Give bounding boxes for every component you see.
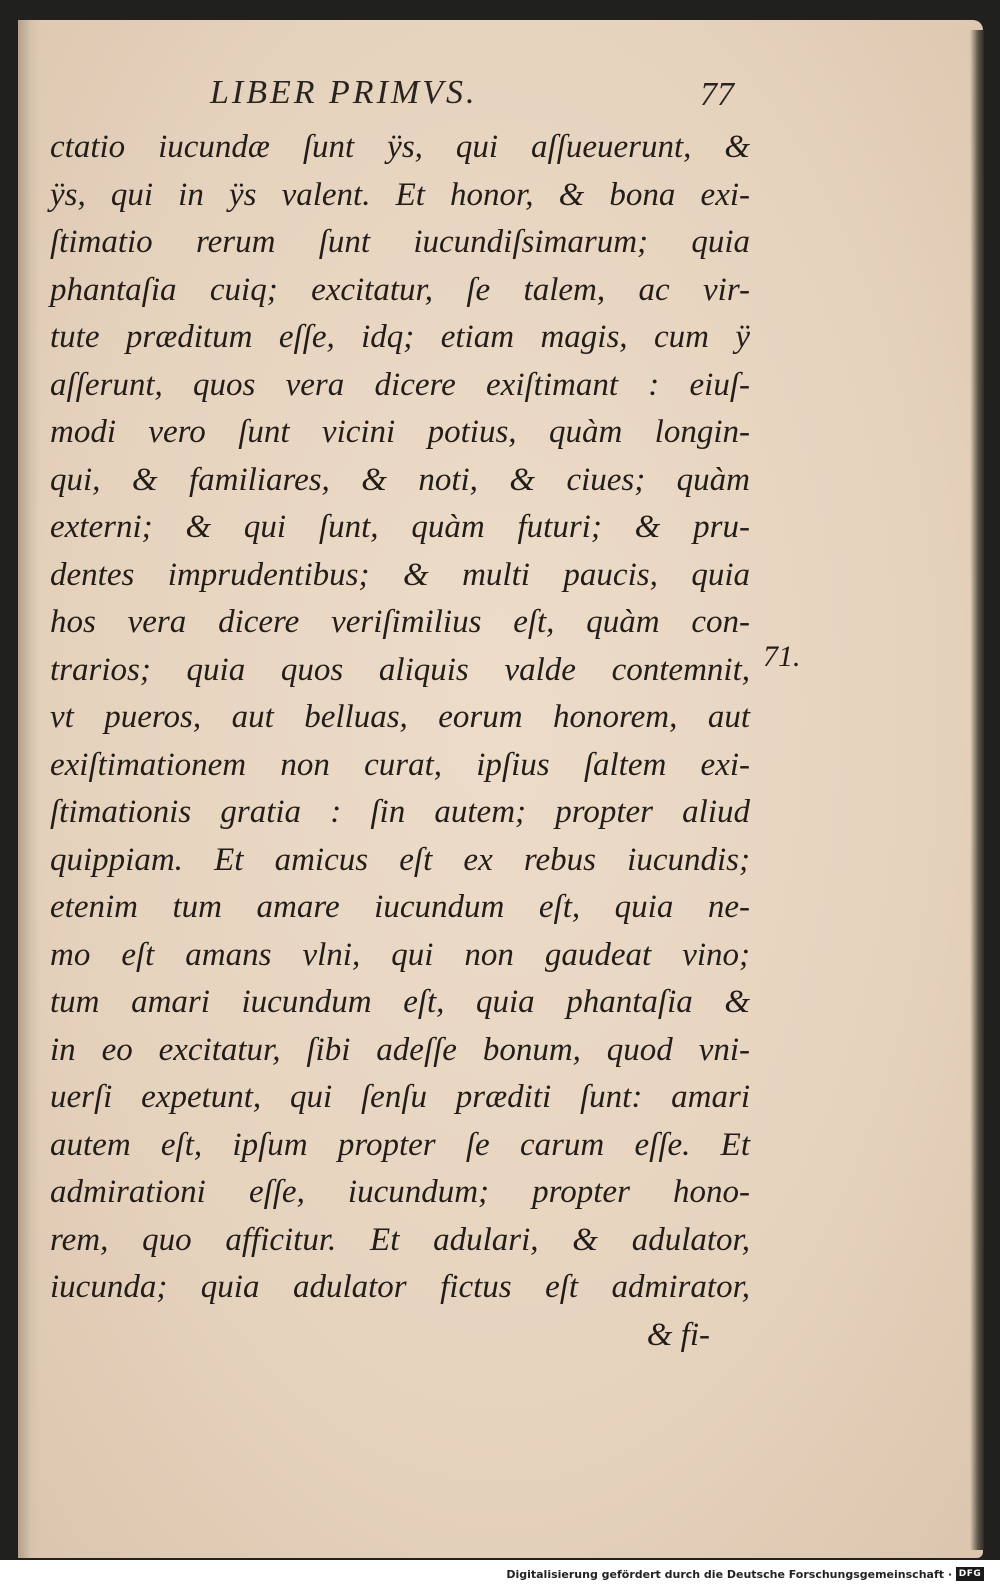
text-line: trarios; quia quos aliquis valde contemnit, [50,651,750,688]
text-line: in eo excitatur, ſibi adeſſe bonum, quod vni- [50,1031,750,1068]
page-gutter [18,20,40,1558]
text-line: ſtimationis gratia : ſin autem; propter aliud [50,794,750,830]
text-line: mo eſt amans vlni, qui non gaudeat vino; [50,936,750,973]
running-head: LIBER PRIMVS. [210,74,478,111]
text-line: ctatio iucundæ ſunt ÿs, qui aſſueuerunt, & [50,129,750,165]
text-line: modi vero ſunt vicini potius, quàm longin- [50,414,750,450]
catchword-line: & fi- [646,1316,710,1353]
body-text [50,124,750,1359]
dfg-logo: DFG [956,1567,984,1581]
text-line: rem, quo afficitur. Et adulari, & adulator, [50,1221,750,1258]
text-line: ÿs, qui in ÿs valent. Et honor, & bona exi- [50,176,750,213]
text-line: uerſi expetunt, qui ſenſu præditi ſunt: amari [50,1079,750,1115]
text-line: autem eſt, ipſum propter ſe carum eſſe. Et [50,1126,750,1163]
text-line: quippiam. Et amicus eſt ex rebus iucundis; [50,841,750,878]
text-line: phantaſia cuiq; excitatur, ſe talem, ac vir- [50,271,750,308]
text-line: hos vera dicere veriſimilius eſt, quàm con- [50,604,750,640]
margin-note: 71. [763,640,801,673]
text-line: iucunda; quia adulator fictus eſt admirator, [50,1269,750,1305]
text-line: etenim tum amare iucundum eſt, quia ne- [50,889,750,925]
text-line: admirationi eſſe, iucundum; propter hono- [50,1174,750,1210]
page-number: 77 [700,76,734,113]
footer-credit: Digitalisierung gefördert durch die Deutsche Forschungsgemeinschaft · [506,1568,952,1581]
text-line: externi; & qui ſunt, quàm futuri; & pru- [50,509,750,545]
text-line: qui, & familiares, & noti, & ciues; quàm [50,461,750,498]
text-line: tum amari iucundum eſt, quia phantaſia & [50,984,750,1020]
text-line: ſtimatio rerum ſunt iucundiſsimarum; quia [50,224,750,260]
page-edge [970,30,984,1550]
text-line: aſſerunt, quos vera dicere exiſtimant : eiuſ- [50,366,750,403]
text-line: exiſtimationem non curat, ipſius ſaltem exi- [50,746,750,783]
text-line: dentes imprudentibus; & multi paucis, quia [50,556,750,593]
text-line: vt pueros, aut belluas, eorum honorem, aut [50,699,750,735]
text-line: tute præditum eſſe, idq; etiam magis, cum ÿ [50,319,750,355]
